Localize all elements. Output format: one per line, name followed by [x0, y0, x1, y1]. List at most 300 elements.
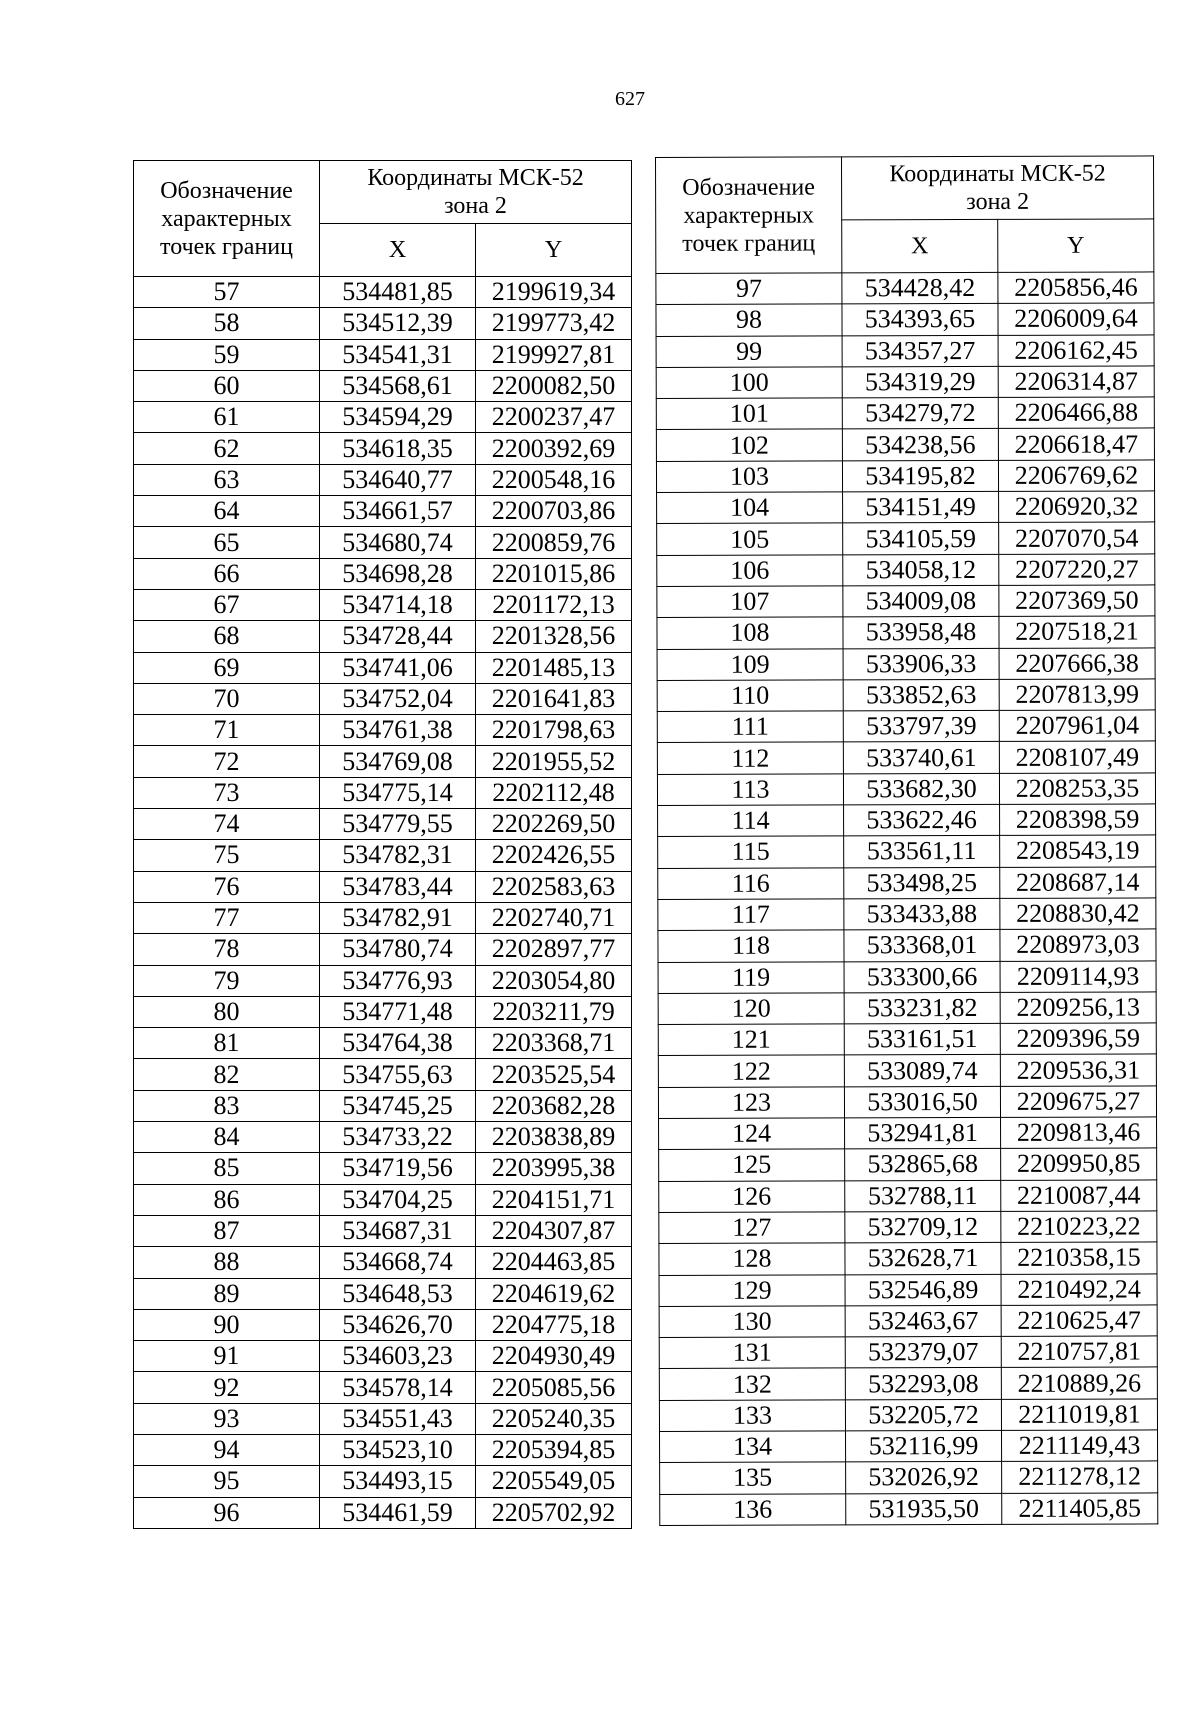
x-coordinate-cell: 532941,81	[845, 1117, 1001, 1149]
x-coordinate-cell: 533161,51	[844, 1024, 1000, 1056]
x-coordinate-cell: 532546,89	[845, 1274, 1001, 1306]
table-row	[658, 867, 1156, 900]
table-row	[134, 1309, 632, 1340]
point-number-cell: 108	[657, 617, 843, 649]
y-coordinate-cell: 2200548,16	[476, 464, 632, 495]
x-coordinate-cell: 532293,08	[845, 1368, 1001, 1400]
table-row	[134, 277, 632, 308]
x-coordinate-cell: 534698,28	[320, 558, 476, 589]
table-row	[659, 1117, 1157, 1150]
table-row	[134, 527, 632, 558]
x-coordinate-cell: 534493,15	[320, 1466, 476, 1497]
point-number-cell: 115	[658, 836, 844, 868]
x-coordinate-cell: 534661,57	[320, 496, 476, 527]
point-number-cell: 67	[134, 589, 320, 620]
y-coordinate-cell: 2210358,15	[1001, 1242, 1157, 1274]
x-coordinate-cell: 534618,35	[320, 433, 476, 464]
y-coordinate-cell: 2201328,56	[476, 621, 632, 652]
table-body	[134, 277, 632, 1529]
x-coordinate-cell: 534578,14	[320, 1372, 476, 1403]
table-row	[134, 433, 632, 464]
x-coordinate-cell: 534779,55	[320, 809, 476, 840]
x-column-header: X	[320, 224, 476, 277]
table-row	[659, 1305, 1157, 1338]
y-coordinate-cell: 2206162,45	[998, 335, 1154, 367]
table-row	[134, 1403, 632, 1434]
point-number-cell: 126	[659, 1181, 845, 1213]
point-number-cell: 124	[659, 1118, 845, 1150]
point-number-cell: 97	[656, 273, 842, 305]
x-coordinate-cell: 534195,82	[842, 460, 998, 492]
x-coordinate-cell: 534603,23	[320, 1341, 476, 1372]
table-row	[658, 1086, 1156, 1119]
table-row	[134, 715, 632, 746]
point-number-cell: 105	[657, 523, 843, 555]
table-row	[134, 934, 632, 965]
y-coordinate-cell: 2208687,14	[1000, 867, 1156, 899]
point-number-cell: 86	[134, 1184, 320, 1215]
point-number-cell: 102	[656, 429, 842, 461]
y-coordinate-cell: 2210625,47	[1001, 1305, 1157, 1337]
y-coordinate-cell: 2200237,47	[476, 402, 632, 433]
table-row	[656, 272, 1154, 305]
table-row	[134, 339, 632, 370]
y-coordinate-cell: 2202426,55	[476, 840, 632, 871]
y-coordinate-cell: 2208973,03	[1000, 929, 1156, 961]
y-column-header: Y	[998, 219, 1154, 272]
x-coordinate-cell: 534523,10	[320, 1434, 476, 1465]
point-number-cell: 111	[657, 711, 843, 743]
table-row	[659, 1211, 1157, 1244]
point-number-cell: 93	[134, 1403, 320, 1434]
y-coordinate-cell: 2201955,52	[476, 746, 632, 777]
y-coordinate-cell: 2203995,38	[476, 1153, 632, 1184]
y-coordinate-cell: 2205394,85	[476, 1434, 632, 1465]
coordinates-system-label: Координаты МСК-52	[889, 160, 1106, 188]
x-coordinate-cell: 534640,77	[320, 464, 476, 495]
point-number-cell: 103	[656, 461, 842, 493]
y-coordinate-cell: 2204151,71	[476, 1184, 632, 1215]
point-number-cell: 113	[657, 774, 843, 806]
y-coordinate-cell: 2203368,71	[476, 1028, 632, 1059]
point-number-cell: 131	[659, 1337, 845, 1369]
coordinates-zone-label: зона 2	[444, 193, 507, 219]
x-coordinate-cell: 534704,25	[320, 1184, 476, 1215]
x-coordinate-cell: 533498,25	[844, 867, 1000, 899]
y-coordinate-cell: 2202269,50	[476, 809, 632, 840]
point-number-cell: 101	[656, 398, 842, 430]
point-number-cell: 82	[134, 1059, 320, 1090]
x-coordinate-cell: 532709,12	[845, 1211, 1001, 1243]
x-coordinate-cell: 534058,12	[843, 554, 999, 586]
x-coordinate-cell: 532116,99	[846, 1430, 1002, 1462]
table-row	[657, 522, 1155, 555]
x-coordinate-cell: 534319,29	[842, 366, 998, 398]
point-number-cell: 60	[134, 370, 320, 401]
x-coordinate-cell: 534594,29	[320, 402, 476, 433]
point-number-cell: 88	[134, 1247, 320, 1278]
y-coordinate-cell: 2203211,79	[476, 996, 632, 1027]
y-coordinate-cell: 2201172,13	[476, 589, 632, 620]
table-row	[134, 902, 632, 933]
y-coordinate-cell: 2208543,19	[1000, 835, 1156, 867]
x-coordinate-cell: 534151,49	[843, 492, 999, 524]
x-coordinate-cell: 534775,14	[320, 777, 476, 808]
point-number-cell: 64	[134, 496, 320, 527]
table-row	[659, 1399, 1157, 1432]
y-coordinate-cell: 2211405,85	[1002, 1493, 1158, 1525]
point-number-cell: 94	[134, 1434, 320, 1465]
x-coordinate-cell: 534719,56	[320, 1153, 476, 1184]
x-coordinate-cell: 532026,92	[846, 1462, 1002, 1494]
table-row	[134, 777, 632, 808]
y-coordinate-cell: 2207813,99	[999, 679, 1155, 711]
x-coordinate-cell: 534764,38	[320, 1028, 476, 1059]
x-coordinate-cell: 532628,71	[845, 1243, 1001, 1275]
x-coordinate-cell: 534105,59	[843, 523, 999, 555]
table-row	[134, 496, 632, 527]
table-row	[657, 616, 1155, 649]
table-row	[134, 1059, 632, 1090]
x-coordinate-cell: 533740,61	[843, 742, 999, 774]
x-coordinate-cell: 534680,74	[320, 527, 476, 558]
x-coordinate-cell: 534626,70	[320, 1309, 476, 1340]
y-coordinate-cell: 2200703,86	[476, 496, 632, 527]
table-row	[134, 965, 632, 996]
point-number-cell: 71	[134, 715, 320, 746]
point-number-cell: 57	[134, 277, 320, 308]
y-coordinate-cell: 2207369,50	[999, 585, 1155, 617]
table-row	[134, 558, 632, 589]
table-row	[134, 809, 632, 840]
table-row	[134, 1247, 632, 1278]
x-coordinate-cell: 534568,61	[320, 370, 476, 401]
table-row	[657, 585, 1155, 618]
point-number-cell: 136	[660, 1493, 846, 1525]
table-row	[658, 1054, 1156, 1087]
y-coordinate-cell: 2210087,44	[1001, 1180, 1157, 1212]
y-coordinate-cell: 2202583,63	[476, 871, 632, 902]
x-coordinate-cell: 534393,65	[842, 304, 998, 336]
y-coordinate-cell: 2209813,46	[1001, 1117, 1157, 1149]
table-row	[134, 370, 632, 401]
point-number-cell: 133	[659, 1400, 845, 1432]
y-coordinate-cell: 2210889,26	[1001, 1367, 1157, 1399]
table-row	[657, 741, 1155, 774]
table-row	[657, 679, 1155, 712]
table-row	[134, 402, 632, 433]
point-designation-header: Обозначение характерных точек границ	[656, 157, 842, 274]
point-number-cell: 100	[656, 367, 842, 399]
y-coordinate-cell: 2207666,38	[999, 647, 1155, 679]
table-row	[658, 898, 1156, 931]
table-row	[134, 840, 632, 871]
x-coordinate-cell: 533561,11	[844, 836, 1000, 868]
point-number-cell: 85	[134, 1153, 320, 1184]
y-column-header: Y	[476, 224, 632, 277]
y-coordinate-cell: 2199773,42	[476, 308, 632, 339]
y-coordinate-cell: 2200082,50	[476, 370, 632, 401]
table-row	[656, 460, 1154, 493]
coordinates-system-header	[320, 161, 632, 224]
coordinates-table-left	[133, 160, 632, 1529]
y-coordinate-cell: 2208830,42	[1000, 898, 1156, 930]
table-row	[657, 773, 1155, 806]
point-number-cell: 121	[658, 1024, 844, 1056]
table-row	[134, 746, 632, 777]
point-number-cell: 61	[134, 402, 320, 433]
table-row	[656, 428, 1154, 461]
y-coordinate-cell: 2204463,85	[476, 1247, 632, 1278]
point-designation-header: Обозначение характерных точек границ	[134, 161, 320, 277]
y-coordinate-cell: 2210492,24	[1001, 1273, 1157, 1305]
table-row	[134, 464, 632, 495]
x-coordinate-cell: 533089,74	[844, 1055, 1000, 1087]
coordinates-zone-label: зона 2	[966, 188, 1030, 216]
x-coordinate-cell: 533958,48	[843, 617, 999, 649]
x-coordinate-cell: 534428,42	[842, 272, 998, 304]
x-coordinate-cell: 534752,04	[320, 683, 476, 714]
y-coordinate-cell: 2205240,35	[476, 1403, 632, 1434]
table-row	[134, 1278, 632, 1309]
point-number-cell: 112	[657, 742, 843, 774]
x-coordinate-cell: 532463,67	[845, 1305, 1001, 1337]
point-number-cell: 84	[134, 1122, 320, 1153]
y-coordinate-cell: 2207220,27	[999, 554, 1155, 586]
x-coordinate-cell: 534481,85	[320, 277, 476, 308]
y-coordinate-cell: 2200859,76	[476, 527, 632, 558]
y-coordinate-cell: 2203838,89	[476, 1122, 632, 1153]
y-coordinate-cell: 2205085,56	[476, 1372, 632, 1403]
table-row	[134, 652, 632, 683]
x-coordinate-cell: 533622,46	[844, 804, 1000, 836]
point-number-cell: 120	[658, 993, 844, 1025]
table-row	[134, 1153, 632, 1184]
x-coordinate-cell: 534714,18	[320, 589, 476, 620]
point-number-cell: 122	[658, 1055, 844, 1087]
point-number-cell: 62	[134, 433, 320, 464]
point-number-cell: 127	[659, 1212, 845, 1244]
table-row	[658, 804, 1156, 837]
x-coordinate-cell: 532865,68	[845, 1149, 1001, 1181]
point-number-cell: 107	[657, 586, 843, 618]
y-coordinate-cell: 2202112,48	[476, 777, 632, 808]
page-number: 627	[615, 88, 645, 110]
y-coordinate-cell: 2205856,46	[998, 272, 1154, 304]
y-coordinate-cell: 2206466,88	[998, 397, 1154, 429]
point-number-cell: 79	[134, 965, 320, 996]
table-row	[659, 1180, 1157, 1213]
table-row	[134, 1497, 632, 1528]
x-coordinate-cell: 534357,27	[842, 335, 998, 367]
table-row	[660, 1430, 1158, 1463]
y-coordinate-cell: 2205702,92	[476, 1497, 632, 1528]
y-coordinate-cell: 2205549,05	[476, 1466, 632, 1497]
table-row	[134, 1122, 632, 1153]
y-coordinate-cell: 2202897,77	[476, 934, 632, 965]
x-coordinate-cell: 534541,31	[320, 339, 476, 370]
coordinates-table-right	[655, 155, 1158, 1525]
point-number-cell: 78	[134, 934, 320, 965]
table-row	[658, 992, 1156, 1025]
y-coordinate-cell: 2208107,49	[999, 741, 1155, 773]
point-number-cell: 58	[134, 308, 320, 339]
point-number-cell: 123	[658, 1087, 844, 1119]
x-coordinate-cell: 534755,63	[320, 1059, 476, 1090]
y-coordinate-cell: 2209114,93	[1000, 960, 1156, 992]
y-coordinate-cell: 2203682,28	[476, 1090, 632, 1121]
x-coordinate-cell: 534769,08	[320, 746, 476, 777]
point-number-cell: 66	[134, 558, 320, 589]
table-row	[134, 1090, 632, 1121]
x-coordinate-cell: 533300,66	[844, 961, 1000, 993]
y-coordinate-cell: 2200392,69	[476, 433, 632, 464]
table-row	[656, 397, 1154, 430]
x-coordinate-cell: 534279,72	[842, 398, 998, 430]
x-coordinate-cell: 534741,06	[320, 652, 476, 683]
x-coordinate-cell: 533368,01	[844, 930, 1000, 962]
point-number-cell: 128	[659, 1243, 845, 1275]
table-row	[134, 1466, 632, 1497]
point-number-cell: 130	[659, 1306, 845, 1338]
table-row	[660, 1461, 1158, 1494]
y-coordinate-cell: 2207518,21	[999, 616, 1155, 648]
y-coordinate-cell: 2206769,62	[998, 460, 1154, 492]
x-coordinate-cell: 534783,44	[320, 871, 476, 902]
y-coordinate-cell: 2210223,22	[1001, 1211, 1157, 1243]
table-row	[134, 621, 632, 652]
x-coordinate-cell: 534512,39	[320, 308, 476, 339]
x-coordinate-cell: 534745,25	[320, 1090, 476, 1121]
point-number-cell: 75	[134, 840, 320, 871]
y-coordinate-cell: 2211019,81	[1001, 1399, 1157, 1431]
y-coordinate-cell: 2199619,34	[476, 277, 632, 308]
x-coordinate-cell: 531935,50	[846, 1493, 1002, 1525]
table-row	[656, 335, 1154, 368]
x-coordinate-cell: 534771,48	[320, 996, 476, 1027]
table-body	[656, 272, 1158, 1525]
x-coordinate-cell: 534782,31	[320, 840, 476, 871]
table-row	[134, 683, 632, 714]
table-row	[657, 554, 1155, 587]
point-number-cell: 118	[658, 930, 844, 962]
point-number-cell: 87	[134, 1215, 320, 1246]
point-number-cell: 98	[656, 304, 842, 336]
x-coordinate-cell: 534461,59	[320, 1497, 476, 1528]
y-coordinate-cell: 2201798,63	[476, 715, 632, 746]
table-row	[658, 960, 1156, 993]
table-row	[657, 647, 1155, 680]
x-coordinate-cell: 534776,93	[320, 965, 476, 996]
point-number-cell: 116	[658, 868, 844, 900]
point-number-cell: 96	[134, 1497, 320, 1528]
table-row	[657, 710, 1155, 743]
point-number-cell: 132	[659, 1368, 845, 1400]
point-number-cell: 106	[657, 555, 843, 587]
y-coordinate-cell: 2209536,31	[1000, 1054, 1156, 1086]
point-number-cell: 95	[134, 1466, 320, 1497]
y-coordinate-cell: 2202740,71	[476, 902, 632, 933]
table-row	[134, 871, 632, 902]
x-coordinate-cell: 533016,50	[844, 1086, 1000, 1118]
point-number-cell: 72	[134, 746, 320, 777]
y-coordinate-cell: 2201641,83	[476, 683, 632, 714]
x-coordinate-cell: 532788,11	[845, 1180, 1001, 1212]
x-coordinate-cell: 533682,30	[843, 773, 999, 805]
point-number-cell: 76	[134, 871, 320, 902]
point-number-cell: 77	[134, 902, 320, 933]
x-coordinate-cell: 533231,82	[844, 992, 1000, 1024]
x-coordinate-cell: 534761,38	[320, 715, 476, 746]
point-number-cell: 81	[134, 1028, 320, 1059]
y-coordinate-cell: 2203525,54	[476, 1059, 632, 1090]
table-row	[134, 1341, 632, 1372]
x-coordinate-cell: 534780,74	[320, 934, 476, 965]
table-row	[657, 491, 1155, 524]
point-number-cell: 90	[134, 1309, 320, 1340]
x-coordinate-cell: 534009,08	[843, 585, 999, 617]
x-coordinate-cell: 534733,22	[320, 1122, 476, 1153]
table-row	[659, 1242, 1157, 1275]
y-coordinate-cell: 2206618,47	[998, 428, 1154, 460]
y-coordinate-cell: 2204619,62	[476, 1278, 632, 1309]
y-coordinate-cell: 2209950,85	[1001, 1148, 1157, 1180]
point-number-cell: 117	[658, 899, 844, 931]
point-number-cell: 129	[659, 1274, 845, 1306]
table-row	[659, 1336, 1157, 1369]
x-coordinate-cell: 534687,31	[320, 1215, 476, 1246]
point-number-cell: 63	[134, 464, 320, 495]
y-coordinate-cell: 2207070,54	[999, 522, 1155, 554]
x-coordinate-cell: 534238,56	[842, 429, 998, 461]
x-coordinate-cell: 534728,44	[320, 621, 476, 652]
coordinates-system-header	[842, 156, 1154, 220]
y-coordinate-cell: 2210757,81	[1001, 1336, 1157, 1368]
table-row	[134, 308, 632, 339]
x-column-header: X	[842, 219, 998, 272]
table-row	[656, 303, 1154, 336]
point-number-cell: 74	[134, 809, 320, 840]
y-coordinate-cell: 2211278,12	[1002, 1461, 1158, 1493]
y-coordinate-cell: 2201485,13	[476, 652, 632, 683]
point-number-cell: 104	[657, 492, 843, 524]
point-number-cell: 135	[660, 1462, 846, 1494]
y-coordinate-cell: 2201015,86	[476, 558, 632, 589]
table-row	[134, 1184, 632, 1215]
table-row	[134, 1215, 632, 1246]
x-coordinate-cell: 533797,39	[843, 711, 999, 743]
y-coordinate-cell: 2209396,59	[1000, 1023, 1156, 1055]
point-number-cell: 92	[134, 1372, 320, 1403]
table-row	[134, 1434, 632, 1465]
table-row	[656, 366, 1154, 399]
y-coordinate-cell: 2211149,43	[1002, 1430, 1158, 1462]
y-coordinate-cell: 2204307,87	[476, 1215, 632, 1246]
point-number-cell: 89	[134, 1278, 320, 1309]
point-number-cell: 114	[658, 805, 844, 837]
coordinates-system-label: Координаты МСК-52	[367, 165, 584, 191]
x-coordinate-cell: 533906,33	[843, 648, 999, 680]
point-number-cell: 91	[134, 1341, 320, 1372]
point-number-cell: 70	[134, 683, 320, 714]
x-coordinate-cell: 534648,53	[320, 1278, 476, 1309]
point-number-cell: 110	[657, 680, 843, 712]
table-row	[659, 1367, 1157, 1400]
point-number-cell: 68	[134, 621, 320, 652]
point-number-cell: 119	[658, 961, 844, 993]
table-row	[659, 1148, 1157, 1181]
point-number-cell: 73	[134, 777, 320, 808]
